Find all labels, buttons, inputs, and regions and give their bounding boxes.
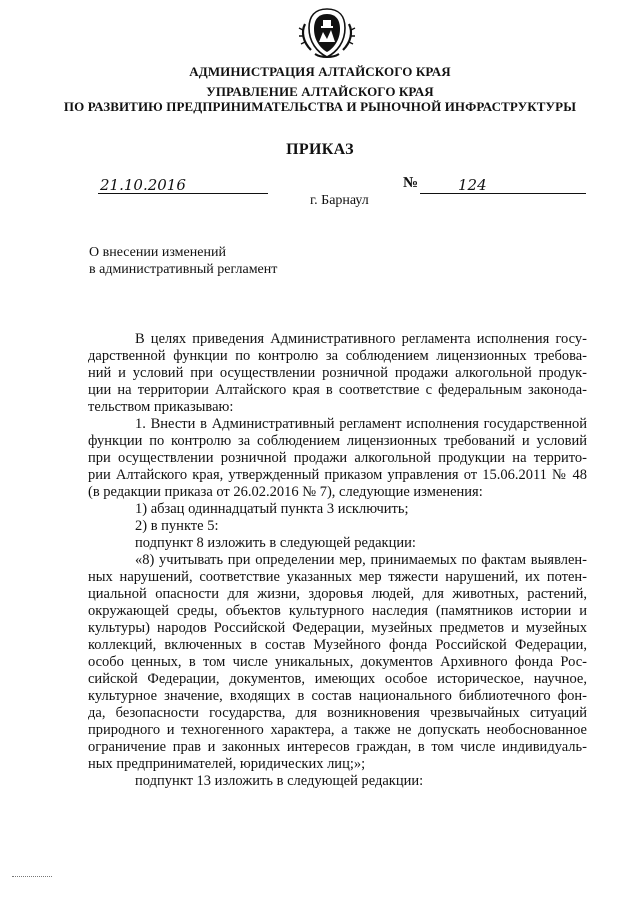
body-line: тельством приказываю: xyxy=(88,399,234,415)
city: г. Барнаул xyxy=(310,193,369,208)
body-line: 1) абзац одиннадцатый пункта 3 исключить; xyxy=(135,501,409,517)
body-line: «8) учитывать при определении мер, принимаемых по фактам выявлен- xyxy=(135,552,587,568)
body-line: ных предпринимателей, юридических лиц;»; xyxy=(88,756,366,772)
body-line: ний и условий при осуществлении розничной продажи алкогольной продук- xyxy=(88,365,587,381)
body-line: окружающей среды, объектов культурного наследия (памятников истории и xyxy=(88,603,587,619)
body-line: (в редакции приказа от 26.02.2016 № 7), следующие изменения: xyxy=(88,484,483,500)
body-line: подпункт 8 изложить в следующей редакции: xyxy=(135,535,416,551)
body-line: 1. Внести в Административный регламент исполнения государственной xyxy=(135,416,587,432)
handwritten-date: 21.10.2016 xyxy=(100,176,186,194)
body-line: подпункт 13 изложить в следующей редакции: xyxy=(135,773,424,789)
body-line: рии Алтайского края, утвержденный приказом управления от 15.06.2011 № 48 xyxy=(88,467,587,483)
coat-of-arms-icon xyxy=(297,6,357,60)
org-name: АДМИНИСТРАЦИЯ АЛТАЙСКОГО КРАЯ xyxy=(189,64,451,79)
number-label: № xyxy=(403,175,419,191)
subject-line: О внесении изменений xyxy=(89,245,226,260)
body-line: при осуществлении розничной продажи алкогольной продукции на террито- xyxy=(88,450,587,466)
body-line: ограничение прав и законных интересов граждан, в том числе индивидуаль- xyxy=(88,739,587,755)
body-line: сийской Федерации, документов, имеющих особое историческое, научное, xyxy=(88,671,587,687)
body-line: ции на территории Алтайского края в соответствие с федеральным законода- xyxy=(88,382,587,398)
body-line: дарственной функции по контролю за соблюдением лицензионных требова- xyxy=(88,348,587,364)
body-line: культуры) народов Российской Федерации, музейных предметов и музейных xyxy=(88,620,587,636)
body-line: коллекций, включенных в состав Музейного фонда Российской Федерации, xyxy=(88,637,587,653)
body-line: циальной опасности для жизни, здоровья людей, для животных, растений, xyxy=(88,586,587,602)
body-line: В целях приведения Административного регламента исполнения госу- xyxy=(135,331,587,347)
body-line: особо ценных, в том числе уникальных, документов Архивного фонда Рос- xyxy=(88,654,587,670)
body-line: да, безопасности государства, для возникновения чрезвычайных ситуаций xyxy=(88,705,587,721)
subject-block xyxy=(89,244,277,278)
body-line: функции по контролю за соблюдением лицензионных требований и условий xyxy=(88,433,587,449)
department-line-1: УПРАВЛЕНИЕ АЛТАЙСКОГО КРАЯ xyxy=(206,84,434,99)
date-underline xyxy=(98,193,268,194)
body-line: ных нарушений, соответствие указанных мер тяжести нарушений, их потен- xyxy=(88,569,587,585)
document-title: ПРИКАЗ xyxy=(286,141,354,158)
number-underline xyxy=(420,193,586,194)
department-line-2: ПО РАЗВИТИЮ ПРЕДПРИНИМАТЕЛЬСТВА И РЫНОЧНОЙ ИНФРАСТРУКТУРЫ xyxy=(63,99,577,114)
body-line: 2) в пункте 5: xyxy=(135,518,219,534)
subject-line: в административный регламент xyxy=(89,262,278,277)
scan-artifact xyxy=(12,876,52,880)
handwritten-number: 124 xyxy=(458,176,487,194)
body-line: природного и техногенного характера, а также не допускать необоснованное xyxy=(88,722,587,738)
body-line: культурное значение, входящих в состав национального библиотечного фон- xyxy=(88,688,587,704)
